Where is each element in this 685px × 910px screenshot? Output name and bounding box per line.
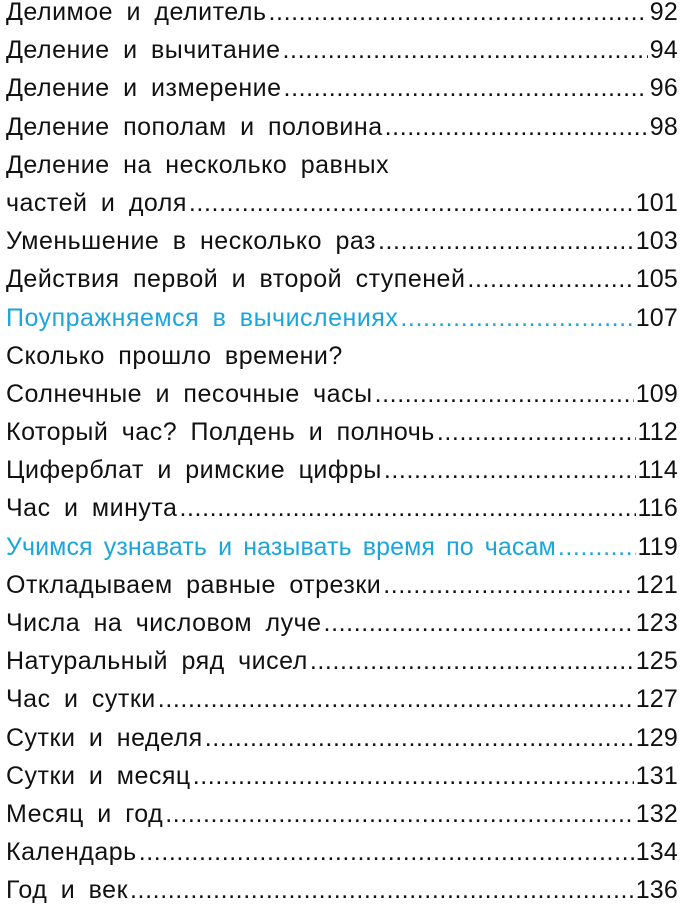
toc-entry-page: 92 xyxy=(649,0,678,26)
toc-entry-title: Деление и измерение xyxy=(6,74,282,103)
dot-leader xyxy=(139,833,634,871)
dot-leader xyxy=(179,489,635,527)
toc-entry[interactable] xyxy=(6,566,678,604)
toc-entry-title: Час и минута xyxy=(6,494,178,523)
toc-entry[interactable] xyxy=(6,795,678,833)
toc-entry-page: 132 xyxy=(635,799,678,828)
dot-leader xyxy=(268,0,647,31)
toc-entry-page: 105 xyxy=(635,265,678,294)
dot-leader xyxy=(384,451,636,489)
toc-entry[interactable] xyxy=(6,222,678,260)
toc-entry[interactable] xyxy=(6,489,678,527)
toc-entry[interactable] xyxy=(6,680,678,718)
dot-leader xyxy=(375,375,634,413)
toc-entry[interactable] xyxy=(6,871,678,909)
dot-leader xyxy=(467,260,633,298)
toc-entry-page: 119 xyxy=(637,532,678,561)
toc-entry-page: 129 xyxy=(635,723,678,752)
dot-leader xyxy=(193,757,634,795)
toc-entry-title: Час и сутки xyxy=(6,685,156,714)
toc-entry[interactable] xyxy=(6,642,678,680)
toc-entry-first-line[interactable] xyxy=(6,146,678,184)
toc-entry-page: 98 xyxy=(649,112,678,141)
toc-entry-title: Сколько прошло времени? xyxy=(6,341,343,370)
dot-leader xyxy=(400,299,633,337)
toc-entry-page: 121 xyxy=(635,570,678,599)
dot-leader xyxy=(310,642,634,680)
toc-entry-title: Сутки и неделя xyxy=(6,723,203,752)
toc-entry-title: Год и век xyxy=(6,876,129,905)
toc-entry-title: Натуральный ряд чисел xyxy=(6,647,308,676)
toc-entry-page: 103 xyxy=(635,227,678,256)
toc-entry-highlighted[interactable] xyxy=(6,299,678,337)
dot-leader xyxy=(130,871,634,909)
toc-entry-title: Откладываем равные отрезки xyxy=(6,570,382,599)
toc-section-heading[interactable] xyxy=(6,337,678,375)
toc-entry-page: 101 xyxy=(635,188,678,217)
toc-entry-page: 96 xyxy=(649,74,678,103)
toc-entry[interactable] xyxy=(6,719,678,757)
toc-entry-page: 131 xyxy=(635,761,678,790)
toc-entry-title: Который час? Полдень и полночь xyxy=(6,418,435,447)
dot-leader xyxy=(324,604,634,642)
toc-entry[interactable] xyxy=(6,184,678,222)
table-of-contents xyxy=(6,0,678,910)
toc-entry-title: Поупражняемся в вычислениях xyxy=(6,303,399,332)
toc-entry-page: 94 xyxy=(649,36,678,65)
toc-entry[interactable] xyxy=(6,0,678,31)
toc-entry-title: Числа на числовом луче xyxy=(6,609,322,637)
toc-entry[interactable] xyxy=(6,757,678,795)
toc-entry[interactable] xyxy=(6,833,678,871)
dot-leader xyxy=(383,566,633,604)
toc-entry[interactable] xyxy=(6,69,678,107)
dot-leader xyxy=(437,413,636,451)
toc-entry-page: 127 xyxy=(635,685,678,714)
dot-leader xyxy=(205,719,634,757)
dot-leader xyxy=(158,680,634,718)
toc-entry[interactable] xyxy=(6,260,678,298)
dot-leader xyxy=(558,528,636,566)
toc-entry-title: частей и доля xyxy=(6,188,187,217)
toc-entry-title: Солнечные и песочные часы xyxy=(6,379,373,408)
toc-entry-title: Календарь xyxy=(6,838,137,867)
toc-entry-title: Уменьшение в несколько раз xyxy=(6,227,376,256)
toc-entry-title: Месяц и год xyxy=(6,799,164,828)
toc-entry[interactable] xyxy=(6,108,678,146)
toc-entry-title: Сутки и месяц xyxy=(6,761,191,790)
toc-entry-page: 125 xyxy=(635,647,678,676)
toc-entry-page: 136 xyxy=(635,876,678,905)
toc-entry-title: Деление пополам и половина xyxy=(6,112,383,141)
dot-leader xyxy=(165,795,633,833)
toc-entry[interactable] xyxy=(6,375,678,413)
toc-entry[interactable] xyxy=(6,604,678,642)
toc-entry-page: 112 xyxy=(637,418,678,447)
toc-entry-page: 134 xyxy=(635,838,678,867)
toc-entry-page: 107 xyxy=(635,303,678,332)
toc-entry-page: 123 xyxy=(635,609,678,637)
toc-entry-title: Деление на несколько равных xyxy=(6,150,390,179)
toc-entry-title: Делимое и делитель xyxy=(6,0,267,26)
toc-entry-page: 109 xyxy=(635,379,678,408)
dot-leader xyxy=(284,69,648,107)
toc-entry-title: Циферблат и римские цифры xyxy=(6,456,382,485)
toc-entry[interactable] xyxy=(6,31,678,69)
toc-entry[interactable] xyxy=(6,413,678,451)
toc-entry-title: Деление и вычитание xyxy=(6,36,281,65)
dot-leader xyxy=(378,222,634,260)
dot-leader xyxy=(189,184,634,222)
dot-leader xyxy=(283,31,648,69)
dot-leader xyxy=(385,108,648,146)
toc-entry-title: Действия первой и второй ступеней xyxy=(6,265,466,294)
toc-entry-highlighted[interactable] xyxy=(6,528,678,566)
toc-entry[interactable] xyxy=(6,451,678,489)
toc-entry-page: 114 xyxy=(637,456,678,485)
toc-entry-page: 116 xyxy=(637,494,678,523)
toc-entry-title: Учимся узнавать и называть время по часам xyxy=(6,532,556,561)
